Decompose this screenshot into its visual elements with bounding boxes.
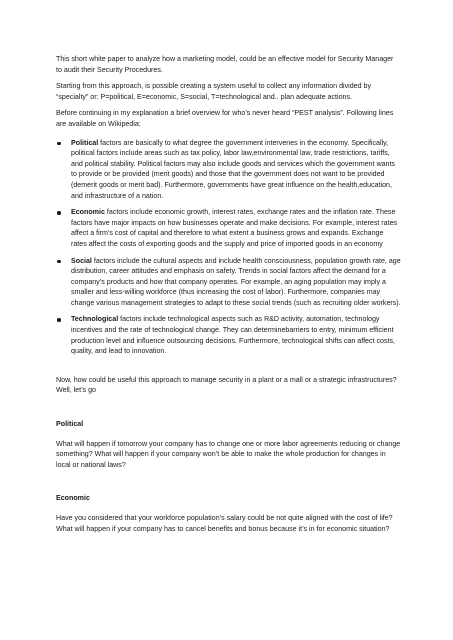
- list-item-technological: [56, 314, 401, 356]
- intro-paragraph-2: Starting from this approach, is possible creating a system useful to collect any information divided by “specialty” or: P=political, E=economic, S=social, T=technological and.. plan adequate actions.: [56, 82, 372, 101]
- section-text-political: What will happen if tomorrow your company has to change one or more labor agreements reducing or change something? What will happen if your company won’t be able to make the whole production for changes in local or national laws?: [56, 439, 401, 469]
- intro-paragraph-1: This short white paper to analyze how a marketing model, could be an effective model for Security Manager to audit their Security Procedures.: [56, 55, 394, 74]
- section-heading-political: Political: [56, 420, 84, 429]
- factor-description: factors include the cultural aspects and include health consciousness, population growth rate, age distribution, career attitudes and emphasis on safety. Trends in social factors affect the demand for a company’s products and how that company operates. For example, an aging population may imply a smaller and less-willing workforce (thus increasing the cost of labor). Furthermore, companies may change various management strategies to adapt to these social trends (such as recruiting older workers).: [71, 256, 401, 307]
- factor-description: factors are basically to what degree the government intervenes in the economy. Specifically, political factors include areas such as tax policy, labor law,environmental law, trade restrictions, tariffs, and political stability. Political factors may also include goods and services which the government wants to provide or be provided (merit goods) and those that the government does not want to be provided (demerit goods or merit bad). Furthermore, governments have great influence on the health,education, and infrastructure of a nation.: [71, 138, 395, 200]
- factor-term: Political: [71, 138, 99, 147]
- factor-description: factors include technological aspects such as R&D activity, automation, technology incentives and the rate of technological change. They can determinebarriers to entry, minimum efficient production level and influence outsourcing decisions. Furthermore, technological shifts can affect costs, quality, and lead to innovation.: [71, 315, 395, 356]
- section-text-economic: Have you considered that your workforce population’s salary could be not quite aligned with the cost of life? What will happen if your company has to cancel benefits and bonus because it’s in for economic situation?: [56, 514, 393, 533]
- bullet-icon: [57, 211, 61, 215]
- bullet-icon: [57, 260, 61, 264]
- list-item-political: [56, 138, 401, 202]
- bullet-icon: [57, 142, 61, 146]
- pest-factor-list: [56, 138, 401, 357]
- bullet-icon: [57, 318, 61, 322]
- factor-term: Technological: [71, 315, 119, 324]
- section-heading-economic: Economic: [56, 494, 90, 503]
- list-item-social: [56, 256, 401, 309]
- factor-description: factors include economic growth, interest rates, exchange rates and the inflation rate. These factors have major impacts on how businesses operate and make decisions. For example, interest rates affect a firm’s cost of capital and therefore to what extent a business grows and expands. Exchange rates affect the costs of exporting goods and the supply and price of imported goods in an economy: [71, 208, 398, 248]
- intro-paragraph-3: Before continuing in my explanation a brief overview for who’s never heard “PEST analysis”. Following lines are available on Wikipedia:: [56, 109, 394, 128]
- document-body: [56, 54, 401, 540]
- question-paragraph: Now, how could be useful this approach to manage security in a plant or a mall or a strategic infrastructures? Well, let’s go: [56, 375, 397, 395]
- list-item-economic: [56, 207, 401, 249]
- factor-term: Economic: [71, 208, 105, 217]
- factor-term: Social: [71, 256, 92, 265]
